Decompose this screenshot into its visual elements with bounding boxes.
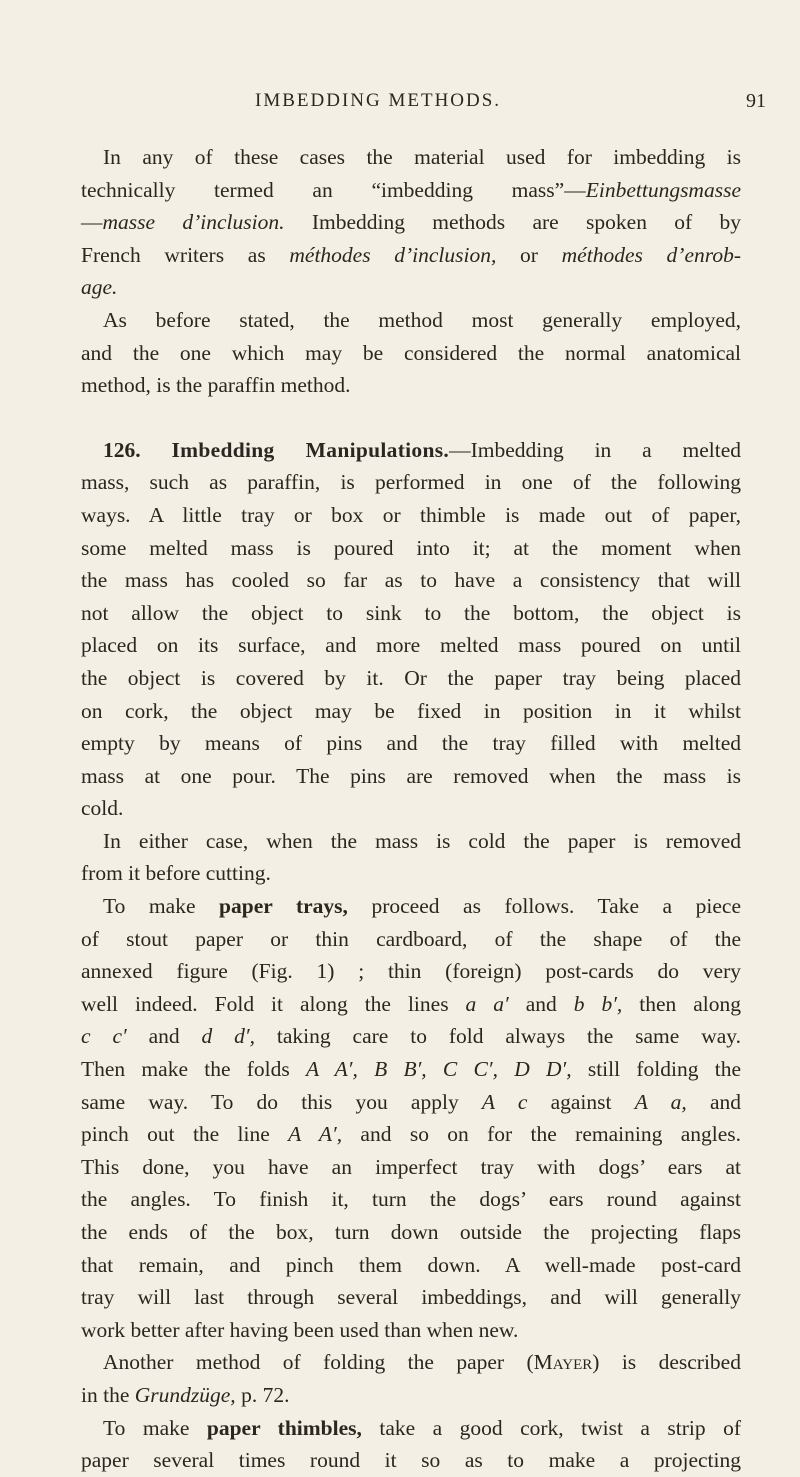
text-line: the angles. To finish it, turn the dogs’ ears round against [81, 1187, 741, 1212]
text-line: empty by means of pins and the tray filled with melted [81, 731, 741, 756]
text-line: To make paper trays, proceed as follows. Take a piece [103, 894, 741, 919]
term-paper-trays: paper trays, [219, 894, 348, 919]
paragraph-paraffin-method [81, 304, 741, 402]
text-line: well indeed. Fold it along the lines a a′ and b b′, then along [81, 991, 742, 1016]
section-heading-line: 126. Imbedding Manipulations.—Imbedding in a melted [103, 437, 742, 462]
text-line: the mass has cooled so far as to have a consistency that will [81, 568, 741, 593]
text-line: As before stated, the method most generally employed, [103, 307, 741, 332]
text-line: pinch out the line A A′, and so on for the remaining angles. [81, 1122, 741, 1147]
text-line: of stout paper or thin cardboard, of the shape of the [81, 926, 741, 951]
text-line: in the Grundzüge, p. 72. [81, 1382, 290, 1407]
paragraph-imbedding-mass [81, 141, 741, 304]
text-line: and the one which may be considered the normal anatomical [81, 340, 741, 365]
book-title: Grundzüge, [134, 1382, 236, 1407]
section-number: 126. [103, 437, 141, 462]
text-line: placed on its surface, and more melted mass poured on until [81, 633, 741, 658]
text-line: To make paper thimbles, take a good cork, twist a strip of [103, 1415, 741, 1440]
term-paper-thimbles: paper thimbles, [206, 1415, 362, 1440]
text-line: This done, you have an imperfect tray with dogs’ ears at [81, 1154, 741, 1179]
text-line: not allow the object to sink to the bottom, the object is [81, 600, 741, 625]
paragraph-paper-thimbles [81, 1412, 741, 1477]
text-line: In any of these cases the material used for imbedding is [103, 145, 741, 169]
text-line: c c′ and d d′, taking care to fold always the same way. [81, 1024, 742, 1049]
text-line: from it before cutting. [81, 861, 271, 886]
text-line: French writers as méthodes d’inclusion, or méthodes d’enrob- [81, 242, 741, 267]
paragraph-mayer-method [81, 1346, 741, 1411]
text-line: same way. To do this you apply A c against A a, and [81, 1089, 741, 1114]
text-line: age. [81, 275, 118, 300]
section-title: Imbedding Manipulations. [171, 437, 450, 462]
text-line: cold. [81, 796, 124, 821]
text-line: that remain, and pinch them down. A well-made post-card [81, 1252, 741, 1277]
text-line: Then make the folds A A′, B B′, C C′, D D′, still folding the [81, 1057, 741, 1082]
text-line: paper several times round it so as to make a projecting [81, 1448, 741, 1473]
text-line: on cork, the object may be fixed in position in it whilst [81, 698, 741, 723]
text-line: mass, such as paraffin, is performed in one of the following [81, 470, 741, 495]
running-header [0, 90, 800, 120]
text-line: the object is covered by it. Or the paper tray being placed [81, 665, 741, 690]
text-line: annexed figure (Fig. 1) ; thin (foreign) post-cards do very [81, 959, 741, 984]
section-126 [81, 434, 741, 825]
paragraph-remove-paper [81, 825, 741, 890]
text-line: work better after having been used than when new. [81, 1317, 519, 1342]
paragraph-paper-trays [81, 890, 741, 1346]
text-line: technically termed an “imbedding mass”—Einbettungsmasse [81, 177, 741, 202]
text-line: mass at one pour. The pins are removed when the mass is [81, 763, 741, 788]
text-line: tray will last through several imbeddings, and will generally [81, 1285, 741, 1310]
text-line: In either case, when the mass is cold the paper is removed [103, 828, 741, 853]
author-name: Mayer [533, 1350, 593, 1375]
body-text [81, 141, 741, 1477]
page-number: 91 [746, 90, 766, 112]
text-line: the ends of the box, turn down outside the projecting flaps [81, 1220, 741, 1244]
text-line: some melted mass is poured into it; at the moment when [81, 535, 741, 560]
text-line: —masse d’inclusion. Imbedding methods are spoken of by [81, 210, 741, 235]
text-line: method, is the paraffin method. [81, 373, 351, 398]
text-line: ways. A little tray or box or thimble is made out of paper, [81, 502, 741, 527]
text-line: Another method of folding the paper (Mayer) is described [103, 1350, 741, 1375]
running-head-title: IMBEDDING METHODS. [255, 90, 502, 111]
section-gap [81, 402, 741, 434]
